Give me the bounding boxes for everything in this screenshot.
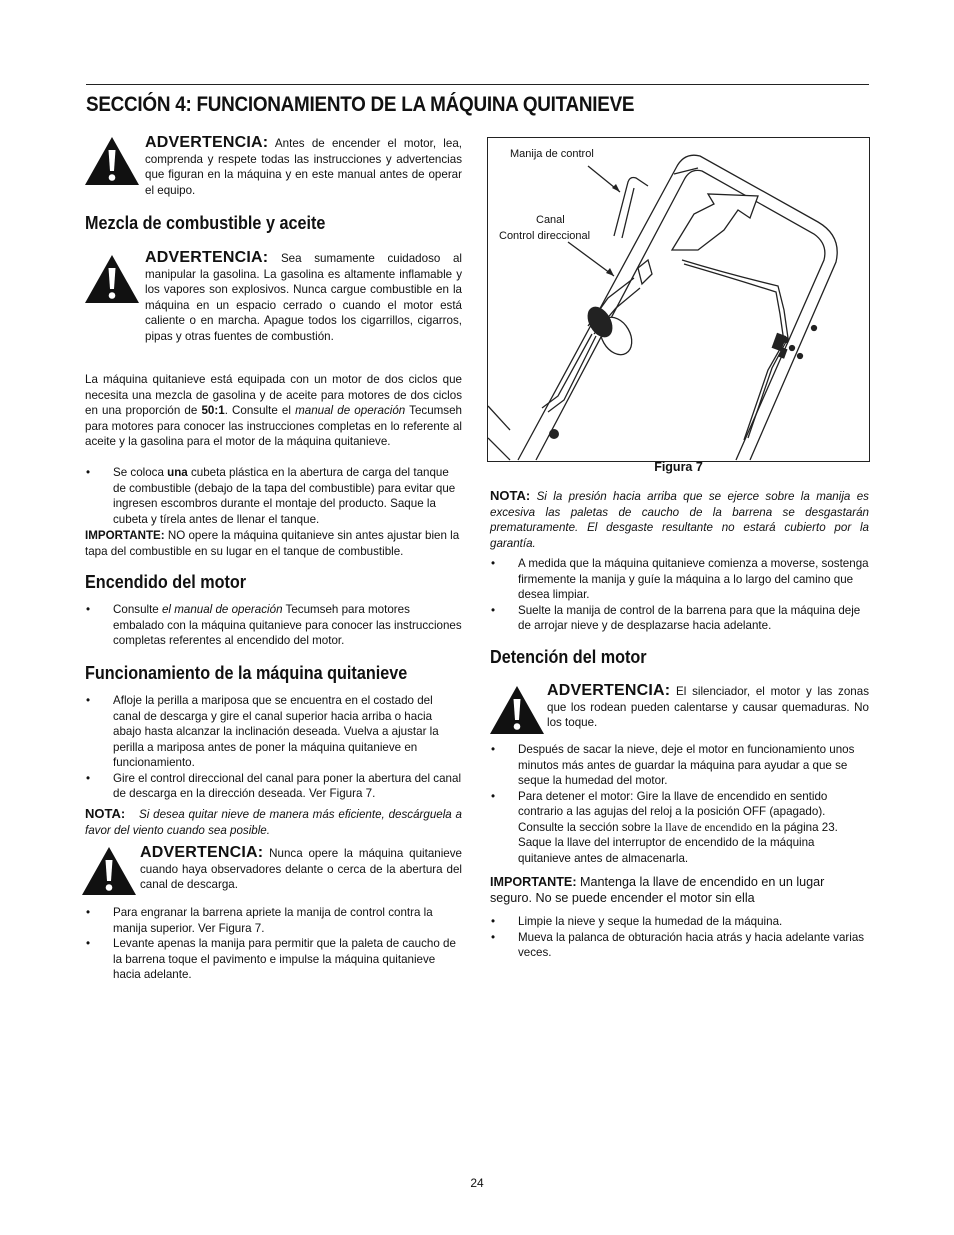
list-item: • Suelte la manija de control de la barrena para que la máquina deje de arrojar nieve y de desplazarse hacia adelante.	[490, 603, 869, 634]
text: una	[167, 466, 188, 479]
fuel-important	[85, 528, 465, 559]
list-item: • Para engranar la barrena apriete la manija de control contra la manija superior. Ver Figura 7.	[85, 905, 462, 936]
note-text: Si desea quitar nieve de manera más eficiente, descárguela a favor del viento cuando sea posible.	[85, 808, 462, 837]
warning-heading: ADVERTENCIA:	[145, 134, 269, 151]
fuel-paragraph	[85, 372, 462, 450]
warning-heading: ADVERTENCIA:	[547, 682, 671, 699]
list-item	[490, 789, 869, 867]
note-label: NOTA:	[490, 488, 531, 503]
text: Se coloca	[113, 466, 168, 479]
list-item: • Gire el control direccional del canal para poner la abertura del canal de descarga en la dirección deseada. Ver Figura 7.	[85, 771, 462, 802]
list-item: • A medida que la máquina quitanieve comienza a moverse, sostenga firmemente la manija y guíe la máquina a lo largo del camino que desea limpiar.	[490, 556, 869, 603]
drive-bullets	[490, 556, 869, 634]
text: Tecumseh para motores para conocer las instrucciones completas en lo referente al aceite y la gasolina para el motor de la máquina quitanieve.	[85, 404, 462, 448]
note-label: NOTA:	[85, 806, 126, 821]
label-directional-control: Control direccional	[499, 230, 591, 242]
stop-important	[490, 874, 869, 906]
warning-text: Antes de encender el motor, lea, comprenda y respete todas las instrucciones y advertencias que figuran en la máquina y en este manual antes de operar el equipo.	[145, 137, 462, 197]
section-title: SECCIÓN 4: FUNCIONAMIENTO DE LA MÁQUINA QUITANIEVE	[86, 93, 635, 116]
warning-triangle-icon	[488, 684, 546, 736]
operation-bullets-1	[85, 693, 462, 802]
warning-block-1	[145, 135, 462, 198]
important-label: IMPORTANTE:	[490, 875, 577, 889]
ratio: 50:1	[201, 404, 225, 417]
important-label: IMPORTANTE:	[85, 529, 165, 542]
start-bullets	[85, 602, 462, 649]
warning-triangle-icon	[83, 253, 141, 305]
list-item: • Afloje la perilla a mariposa que se encuentra en el costado del canal de descarga y gire el canal superior hacia arriba o hacia abajo hasta alcanzar la inclinación deseada. Vuelva a ajustar la perilla a mariposa antes de poner la máquina quitanieve en funcionamiento.	[85, 693, 462, 771]
warning-triangle-icon	[83, 135, 141, 187]
text: Consulte	[113, 603, 162, 616]
operation-bullets-2	[85, 905, 462, 983]
warning-block-operation	[140, 845, 462, 893]
list-item	[85, 465, 462, 527]
text: La máquina quitanieve está equipada con un motor de dos ciclos que necesita una mezcla de gasolina y de aceite para motores de dos ciclos en una proporción de	[85, 373, 462, 417]
text: Para detener el motor: Gire la llave de encendido en sentido contrario a las agujas del reloj a la posición OFF (apagado). Consulte la sección sobre	[518, 789, 828, 834]
warning-text: El silenciador, el motor y las zonas que los rodean pueden calentarse y causar quemaduras. No los toque.	[547, 685, 869, 729]
figure-7	[487, 137, 870, 462]
top-rule	[86, 84, 869, 85]
warning-text: Sea sumamente cuidadoso al manipular la gasolina. La gasolina es altamente inflamable y los vapores son explosivos. Nunca cargue combustible en la máquina en un espacio cerrado o cuando el motor está caliente o en marcha. Apague todos los cigarrillos, cigarros, pipas y otras fuentes de combustión.	[145, 252, 462, 343]
text: Mantenga la llave de encendido en un lugar seguro. No se puede encender el motor sin ella	[490, 875, 825, 905]
warning-text: Nunca opere la máquina quitanieve cuando haya observadores delante o cerca de la abertura del canal de descarga.	[140, 847, 462, 891]
text: Tecumseh para motores embalado con la máquina quitanieve para conocer las instrucciones completas referentes al encendido del motor.	[113, 603, 462, 647]
list-item: • Mueva la palanca de obturación hacia atrás y hacia adelante varias veces.	[490, 930, 869, 961]
warning-triangle-icon	[80, 845, 138, 897]
subheading-fuel-mix: Mezcla de combustible y aceite	[85, 213, 326, 233]
operation-note	[85, 806, 462, 838]
list-item: • Limpie la nieve y seque la humedad de la máquina.	[490, 914, 869, 930]
list-item: • Después de sacar la nieve, deje el motor en funcionamiento unos minutos más antes de guardar la máquina para ayudar a que se seque la humedad del motor.	[490, 742, 869, 789]
warning-block-fuel	[145, 250, 462, 344]
label-control-handle: Manija de control	[510, 148, 594, 160]
reference: la llave de encendido	[653, 820, 753, 834]
text: cubeta plástica en la abertura de carga del tanque de combustible (debajo de la tapa del combustible) para evitar que ingresen escombros durante el montaje del producto. Saque la cubeta y tírela antes de llenar el tanque.	[113, 466, 456, 526]
stop-bullets-2	[490, 914, 869, 961]
manual-ref: el manual de operación	[161, 603, 283, 616]
warning-heading: ADVERTENCIA:	[145, 249, 269, 266]
subheading-operation: Funcionamiento de la máquina quitanieve	[85, 663, 408, 683]
list-item: • Levante apenas la manija para permitir que la paleta de caucho de la barrena toque el pavimento e impulse la máquina quitanieve hacia adelante.	[85, 936, 462, 983]
manual-ref: manual de operación	[295, 404, 406, 417]
subheading-engine-stop: Detención del motor	[490, 647, 647, 667]
text: NO opere la máquina quitanieve sin antes ajustar bien la tapa del combustible en su lugar en el tanque de combustible.	[85, 529, 460, 558]
page-number: 24	[470, 1176, 484, 1190]
list-item	[85, 602, 462, 649]
warning-block-stop	[547, 683, 869, 731]
figure-caption: Figura 7	[654, 460, 703, 474]
stop-bullets-1	[490, 742, 869, 866]
fuel-bullets	[85, 465, 462, 527]
figure-note	[490, 488, 869, 551]
note-text: Si la presión hacia arriba que se ejerce sobre la manija es excesiva las paletas de caucho de la barrena se desgastarán prematuramente. El desgaste resultante no estará cubierto por la garantía.	[490, 490, 869, 550]
text: . Consulte el	[224, 404, 296, 417]
label-chute: Canal	[536, 214, 565, 226]
subheading-engine-start: Encendido del motor	[85, 572, 247, 592]
warning-heading: ADVERTENCIA:	[140, 844, 264, 861]
snowblower-handle-illustration	[488, 138, 869, 461]
text: en la página 23. Saque la llave del interruptor de encendido de la máquina quitanieve antes de almacenarla.	[518, 820, 838, 865]
